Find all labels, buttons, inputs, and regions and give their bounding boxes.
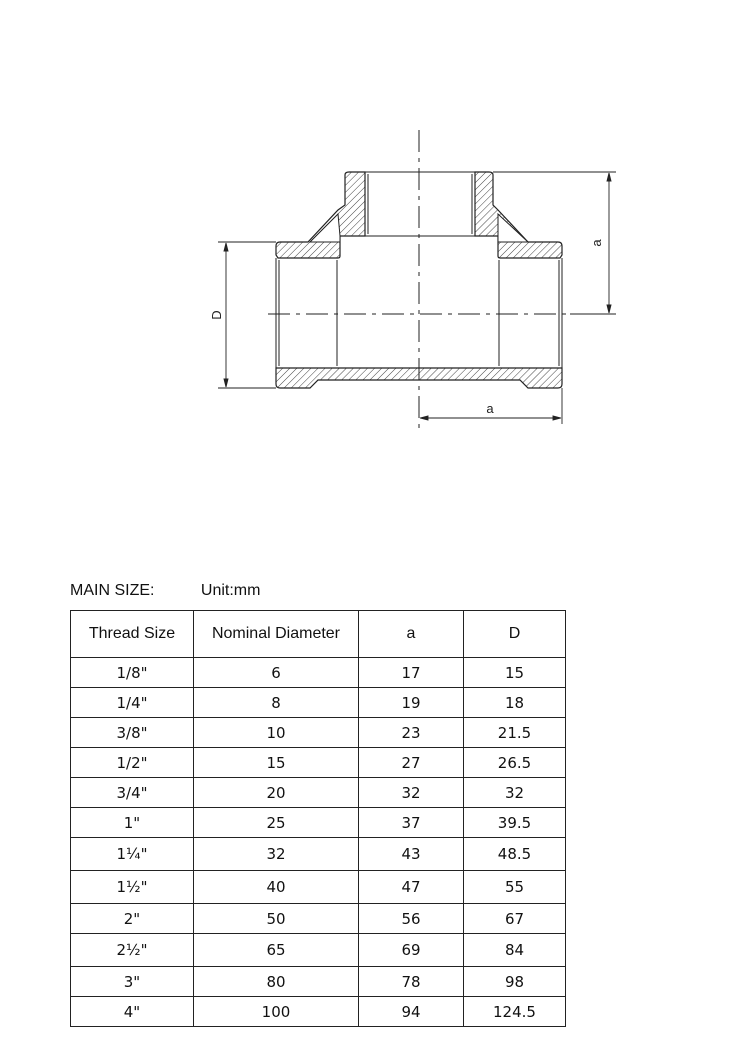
cell-nominal-diameter: 15	[194, 748, 359, 778]
cell-D: 39.5	[464, 808, 566, 838]
cell-a: 56	[359, 904, 464, 934]
cell-thread-size: 1/8"	[71, 658, 194, 688]
table-body	[71, 658, 566, 1027]
cell-thread-size: 1½"	[71, 871, 194, 904]
caption-title: MAIN SIZE:	[70, 582, 155, 599]
table-row	[71, 658, 566, 688]
cell-nominal-diameter: 25	[194, 808, 359, 838]
table-header-row	[71, 611, 566, 658]
cell-D: 55	[464, 871, 566, 904]
cell-nominal-diameter: 32	[194, 838, 359, 871]
right-gusset	[498, 214, 528, 242]
table-row	[71, 997, 566, 1027]
cell-thread-size: 3/8"	[71, 718, 194, 748]
table-row	[71, 934, 566, 967]
cell-D: 67	[464, 904, 566, 934]
cell-nominal-diameter: 20	[194, 778, 359, 808]
table-row	[71, 688, 566, 718]
table-row	[71, 871, 566, 904]
section-hatching	[276, 172, 562, 388]
cell-thread-size: 1¼"	[71, 838, 194, 871]
cell-a: 17	[359, 658, 464, 688]
cell-D: 21.5	[464, 718, 566, 748]
table-row	[71, 838, 566, 871]
cell-a: 32	[359, 778, 464, 808]
cell-nominal-diameter: 80	[194, 967, 359, 997]
header-thread-size: Thread Size	[71, 611, 194, 658]
cell-a: 94	[359, 997, 464, 1027]
cell-a: 19	[359, 688, 464, 718]
cell-thread-size: 3/4"	[71, 778, 194, 808]
cell-nominal-diameter: 6	[194, 658, 359, 688]
table-row	[71, 808, 566, 838]
cell-nominal-diameter: 100	[194, 997, 359, 1027]
tee-fitting-drawing	[0, 0, 750, 460]
caption-unit: Unit:mm	[200, 582, 261, 599]
cell-a: 37	[359, 808, 464, 838]
size-table	[70, 610, 566, 1027]
header-a: a	[359, 611, 464, 658]
cell-thread-size: 1/4"	[71, 688, 194, 718]
cell-thread-size: 2"	[71, 904, 194, 934]
cell-nominal-diameter: 65	[194, 934, 359, 967]
cell-thread-size: 1"	[71, 808, 194, 838]
dimension-a-bottom-label: a	[486, 401, 494, 416]
table-row	[71, 718, 566, 748]
table-row	[71, 904, 566, 934]
cell-D: 32	[464, 778, 566, 808]
cell-nominal-diameter: 10	[194, 718, 359, 748]
cell-a: 47	[359, 871, 464, 904]
cell-nominal-diameter: 40	[194, 871, 359, 904]
cell-thread-size: 1/2"	[71, 748, 194, 778]
cell-thread-size: 3"	[71, 967, 194, 997]
cell-D: 98	[464, 967, 566, 997]
table-row	[71, 748, 566, 778]
cell-D: 26.5	[464, 748, 566, 778]
table-row	[71, 778, 566, 808]
left-gusset	[310, 214, 340, 242]
cell-D: 48.5	[464, 838, 566, 871]
dimension-D-label: D	[209, 310, 224, 320]
dimension-a-side-label: a	[589, 239, 604, 247]
cell-a: 23	[359, 718, 464, 748]
cell-thread-size: 2½"	[71, 934, 194, 967]
cell-a: 27	[359, 748, 464, 778]
cell-D: 18	[464, 688, 566, 718]
cell-a: 43	[359, 838, 464, 871]
cell-a: 78	[359, 967, 464, 997]
cell-D: 124.5	[464, 997, 566, 1027]
table-row	[71, 967, 566, 997]
table-caption	[70, 582, 260, 600]
header-nominal-diameter: Nominal Diameter	[194, 611, 359, 658]
cell-a: 69	[359, 934, 464, 967]
header-D: D	[464, 611, 566, 658]
cell-thread-size: 4"	[71, 997, 194, 1027]
cell-D: 15	[464, 658, 566, 688]
cell-nominal-diameter: 50	[194, 904, 359, 934]
cell-D: 84	[464, 934, 566, 967]
cell-nominal-diameter: 8	[194, 688, 359, 718]
